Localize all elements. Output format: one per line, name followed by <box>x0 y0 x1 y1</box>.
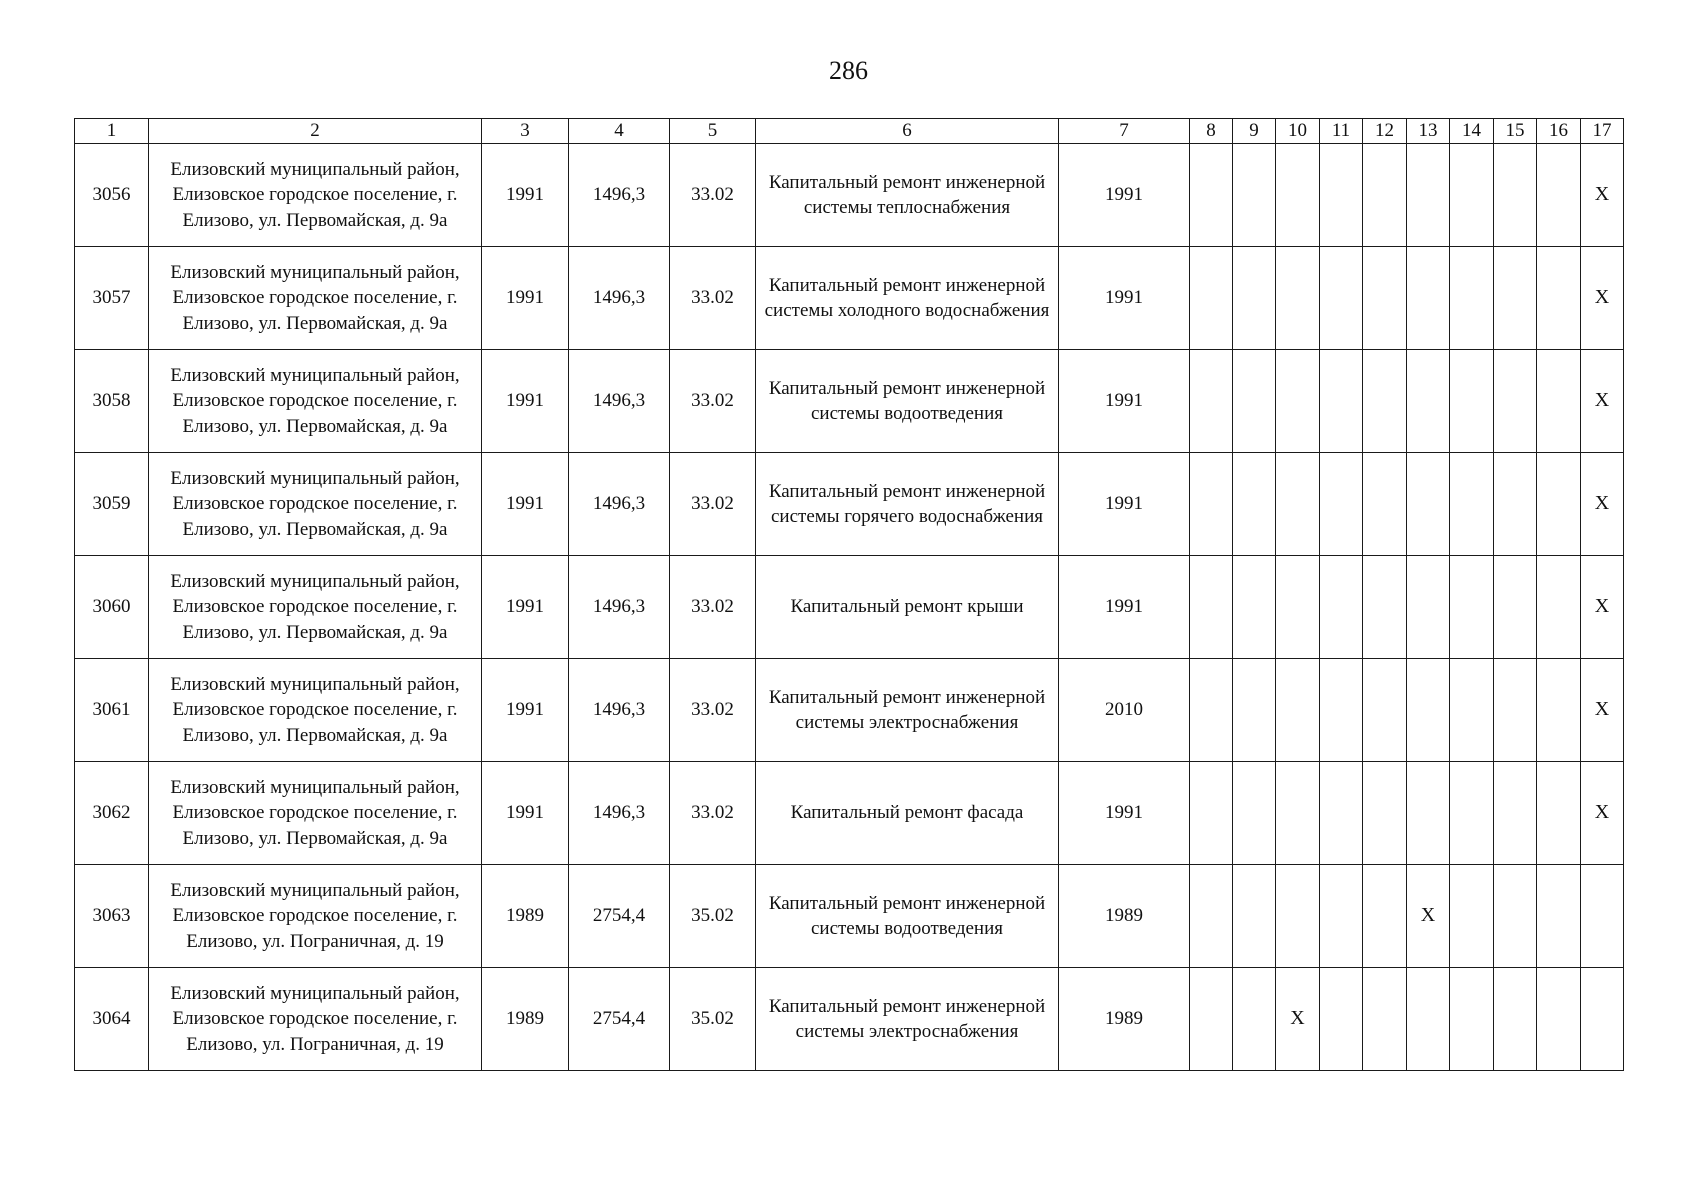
column-header-13: 13 <box>1407 119 1450 144</box>
code-cell <box>670 556 756 659</box>
year-last-repair-cell-text: 1991 <box>1105 802 1143 824</box>
mark-cell-col-9 <box>1233 350 1276 453</box>
code-cell-text: 33.02 <box>691 596 734 618</box>
row-number-cell <box>75 453 149 556</box>
area-cell-text: 2754,4 <box>592 1008 646 1030</box>
mark-cell-col-14 <box>1450 762 1494 865</box>
column-header-5: 5 <box>670 119 756 144</box>
mark-cell-col-13 <box>1407 453 1450 556</box>
column-header-2: 2 <box>149 119 482 144</box>
area-cell-text: 1496,3 <box>592 699 646 721</box>
row-number-cell <box>75 247 149 350</box>
mark-cell-col-15 <box>1494 247 1537 350</box>
year-built-cell-text: 1991 <box>506 493 544 515</box>
area-cell-text: 1496,3 <box>592 184 646 206</box>
mark-cell-col-14 <box>1450 968 1494 1071</box>
area-cell <box>569 247 670 350</box>
mark-cell-col-8 <box>1190 659 1233 762</box>
mark-cell-col-14 <box>1450 659 1494 762</box>
row-number-cell <box>75 144 149 247</box>
mark-cell-col-11 <box>1320 247 1363 350</box>
column-header-8: 8 <box>1190 119 1233 144</box>
mark-cell-col-11 <box>1320 453 1363 556</box>
row-number-cell-text: 3059 <box>92 493 131 515</box>
mark-cell-col-10 <box>1276 453 1320 556</box>
area-cell <box>569 659 670 762</box>
page-number: 286 <box>829 56 868 85</box>
area-cell-text: 1496,3 <box>592 493 646 515</box>
year-built-cell-text: 1991 <box>506 802 544 824</box>
mark-cell-col-16 <box>1537 968 1581 1071</box>
table-row <box>75 968 1624 1071</box>
row-number-cell <box>75 556 149 659</box>
year-last-repair-cell-text: 1989 <box>1105 1008 1143 1030</box>
mark-cell-col-10 <box>1276 144 1320 247</box>
year-built-cell <box>482 556 569 659</box>
address-cell <box>149 350 482 453</box>
mark-cell-col-14 <box>1450 247 1494 350</box>
work-type-cell-text: Капитальный ремонт крыши <box>790 596 1024 618</box>
area-cell-text: 1496,3 <box>592 390 646 412</box>
mark-cell-col-16 <box>1537 453 1581 556</box>
code-cell <box>670 968 756 1071</box>
code-cell <box>670 350 756 453</box>
mark-cell-col-15 <box>1494 865 1537 968</box>
table-body <box>75 144 1624 1071</box>
mark-cell-col-17: X <box>1581 453 1624 556</box>
area-cell <box>569 350 670 453</box>
mark-cell-col-16 <box>1537 247 1581 350</box>
work-type-cell-text: Капитальный ремонт инженерной системы электроснабжения <box>768 995 1046 1042</box>
year-last-repair-cell <box>1059 865 1190 968</box>
year-last-repair-cell-text: 1991 <box>1105 287 1143 309</box>
address-cell-text: Елизовский муниципальный район, Елизовское городское поселение, г. Елизово, ул. Первомайская, д. 9а <box>170 776 460 849</box>
mark-cell-col-11 <box>1320 350 1363 453</box>
work-type-cell-text: Капитальный ремонт инженерной системы водоотведения <box>768 892 1046 939</box>
year-last-repair-cell-text: 1991 <box>1105 184 1143 206</box>
column-header-9: 9 <box>1233 119 1276 144</box>
mark-cell-col-8 <box>1190 350 1233 453</box>
register-table <box>74 118 1624 1071</box>
mark-cell-col-10 <box>1276 762 1320 865</box>
mark-cell-col-12 <box>1363 144 1407 247</box>
year-last-repair-cell <box>1059 247 1190 350</box>
year-built-cell-text: 1991 <box>506 390 544 412</box>
mark-cell-col-11 <box>1320 144 1363 247</box>
mark-cell-col-17: X <box>1581 659 1624 762</box>
mark-cell-col-14 <box>1450 453 1494 556</box>
year-built-cell-text: 1991 <box>506 699 544 721</box>
area-cell <box>569 865 670 968</box>
row-number-cell-text: 3062 <box>92 802 131 824</box>
address-cell-text: Елизовский муниципальный район, Елизовское городское поселение, г. Елизово, ул. Первомайская, д. 9а <box>170 364 460 437</box>
row-number-cell <box>75 968 149 1071</box>
mark-cell-col-15 <box>1494 350 1537 453</box>
address-cell <box>149 659 482 762</box>
mark-cell-col-10 <box>1276 865 1320 968</box>
address-cell <box>149 762 482 865</box>
address-cell-text: Елизовский муниципальный район, Елизовское городское поселение, г. Елизово, ул. Первомайская, д. 9а <box>170 158 460 231</box>
code-cell <box>670 247 756 350</box>
work-type-cell-text: Капитальный ремонт фасада <box>790 802 1024 824</box>
mark-cell-col-8 <box>1190 247 1233 350</box>
work-type-cell <box>756 865 1059 968</box>
mark-cell-col-12 <box>1363 865 1407 968</box>
mark-cell-col-11 <box>1320 865 1363 968</box>
table-row <box>75 762 1624 865</box>
work-type-cell <box>756 659 1059 762</box>
area-cell-text: 1496,3 <box>592 802 646 824</box>
code-cell <box>670 659 756 762</box>
column-header-14: 14 <box>1450 119 1494 144</box>
year-last-repair-cell-text: 1991 <box>1105 493 1143 515</box>
row-number-cell-text: 3056 <box>92 184 131 206</box>
address-cell <box>149 144 482 247</box>
column-header-6: 6 <box>756 119 1059 144</box>
row-number-cell-text: 3064 <box>92 1008 131 1030</box>
mark-cell-col-14 <box>1450 350 1494 453</box>
year-last-repair-cell <box>1059 556 1190 659</box>
mark-cell-col-14 <box>1450 865 1494 968</box>
column-header-10: 10 <box>1276 119 1320 144</box>
mark-cell-col-12 <box>1363 247 1407 350</box>
mark-cell-col-8 <box>1190 556 1233 659</box>
row-number-cell <box>75 762 149 865</box>
year-built-cell <box>482 659 569 762</box>
mark-cell-col-17 <box>1581 865 1624 968</box>
row-number-cell <box>75 659 149 762</box>
code-cell-text: 33.02 <box>691 184 734 206</box>
year-built-cell <box>482 865 569 968</box>
header-row <box>75 119 1624 144</box>
work-type-cell <box>756 350 1059 453</box>
mark-cell-col-10 <box>1276 247 1320 350</box>
address-cell <box>149 247 482 350</box>
table-row <box>75 556 1624 659</box>
code-cell-text: 33.02 <box>691 493 734 515</box>
column-header-4: 4 <box>569 119 670 144</box>
code-cell-text: 33.02 <box>691 802 734 824</box>
code-cell-text: 35.02 <box>691 905 734 927</box>
mark-cell-col-15 <box>1494 659 1537 762</box>
year-built-cell-text: 1989 <box>506 1008 544 1030</box>
table-header <box>75 119 1624 144</box>
mark-cell-col-14 <box>1450 144 1494 247</box>
year-built-cell-text: 1989 <box>506 905 544 927</box>
mark-cell-col-13 <box>1407 144 1450 247</box>
address-cell-text: Елизовский муниципальный район, Елизовское городское поселение, г. Елизово, ул. Первомайская, д. 9а <box>170 467 460 540</box>
year-built-cell-text: 1991 <box>506 287 544 309</box>
column-header-12: 12 <box>1363 119 1407 144</box>
mark-cell-col-13 <box>1407 350 1450 453</box>
mark-cell-col-11 <box>1320 659 1363 762</box>
mark-cell-col-10: X <box>1276 968 1320 1071</box>
work-type-cell <box>756 453 1059 556</box>
mark-cell-col-12 <box>1363 350 1407 453</box>
year-last-repair-cell <box>1059 350 1190 453</box>
mark-cell-col-15 <box>1494 556 1537 659</box>
mark-cell-col-15 <box>1494 968 1537 1071</box>
mark-cell-col-11 <box>1320 762 1363 865</box>
mark-cell-col-12 <box>1363 968 1407 1071</box>
mark-cell-col-11 <box>1320 556 1363 659</box>
row-number-cell-text: 3060 <box>92 596 131 618</box>
table-row <box>75 144 1624 247</box>
area-cell <box>569 762 670 865</box>
address-cell-text: Елизовский муниципальный район, Елизовское городское поселение, г. Елизово, ул. Пограничная, д. 19 <box>170 879 460 952</box>
address-cell <box>149 453 482 556</box>
mark-cell-col-17 <box>1581 968 1624 1071</box>
work-type-cell-text: Капитальный ремонт инженерной системы электроснабжения <box>768 686 1046 733</box>
table-row <box>75 453 1624 556</box>
mark-cell-col-12 <box>1363 762 1407 865</box>
work-type-cell-text: Капитальный ремонт инженерной системы теплоснабжения <box>768 171 1046 218</box>
code-cell <box>670 762 756 865</box>
code-cell-text: 33.02 <box>691 699 734 721</box>
year-last-repair-cell-text: 1989 <box>1105 905 1143 927</box>
area-cell-text: 1496,3 <box>592 287 646 309</box>
mark-cell-col-13 <box>1407 247 1450 350</box>
column-header-7: 7 <box>1059 119 1190 144</box>
row-number-cell-text: 3061 <box>92 699 131 721</box>
mark-cell-col-15 <box>1494 762 1537 865</box>
mark-cell-col-10 <box>1276 556 1320 659</box>
mark-cell-col-13 <box>1407 659 1450 762</box>
mark-cell-col-9 <box>1233 968 1276 1071</box>
mark-cell-col-9 <box>1233 247 1276 350</box>
table-row <box>75 247 1624 350</box>
work-type-cell <box>756 144 1059 247</box>
mark-cell-col-16 <box>1537 865 1581 968</box>
year-built-cell <box>482 350 569 453</box>
area-cell <box>569 144 670 247</box>
year-last-repair-cell-text: 1991 <box>1105 596 1143 618</box>
mark-cell-col-15 <box>1494 144 1537 247</box>
column-header-16: 16 <box>1537 119 1581 144</box>
column-header-1: 1 <box>75 119 149 144</box>
year-built-cell <box>482 247 569 350</box>
area-cell-text: 1496,3 <box>592 596 646 618</box>
year-built-cell-text: 1991 <box>506 596 544 618</box>
address-cell-text: Елизовский муниципальный район, Елизовское городское поселение, г. Елизово, ул. Первомайская, д. 9а <box>170 673 460 746</box>
row-number-cell-text: 3063 <box>92 905 131 927</box>
mark-cell-col-17: X <box>1581 556 1624 659</box>
mark-cell-col-9 <box>1233 556 1276 659</box>
mark-cell-col-9 <box>1233 453 1276 556</box>
address-cell-text: Елизовский муниципальный район, Елизовское городское поселение, г. Елизово, ул. Первомайская, д. 9а <box>170 570 460 643</box>
mark-cell-col-16 <box>1537 350 1581 453</box>
mark-cell-col-13 <box>1407 556 1450 659</box>
mark-cell-col-11 <box>1320 968 1363 1071</box>
mark-cell-col-9 <box>1233 659 1276 762</box>
year-built-cell <box>482 144 569 247</box>
mark-cell-col-17: X <box>1581 247 1624 350</box>
mark-cell-col-8 <box>1190 762 1233 865</box>
mark-cell-col-12 <box>1363 659 1407 762</box>
row-number-cell-text: 3057 <box>92 287 131 309</box>
mark-cell-col-16 <box>1537 659 1581 762</box>
work-type-cell-text: Капитальный ремонт инженерной системы водоотведения <box>768 377 1046 424</box>
year-built-cell <box>482 453 569 556</box>
work-type-cell <box>756 247 1059 350</box>
mark-cell-col-13 <box>1407 968 1450 1071</box>
column-header-3: 3 <box>482 119 569 144</box>
mark-cell-col-12 <box>1363 556 1407 659</box>
mark-cell-col-16 <box>1537 556 1581 659</box>
year-last-repair-cell <box>1059 968 1190 1071</box>
mark-cell-col-9 <box>1233 144 1276 247</box>
year-built-cell-text: 1991 <box>506 184 544 206</box>
mark-cell-col-15 <box>1494 453 1537 556</box>
address-cell <box>149 968 482 1071</box>
code-cell <box>670 453 756 556</box>
mark-cell-col-8 <box>1190 865 1233 968</box>
mark-cell-col-17: X <box>1581 762 1624 865</box>
code-cell-text: 35.02 <box>691 1008 734 1030</box>
area-cell <box>569 556 670 659</box>
year-last-repair-cell <box>1059 659 1190 762</box>
mark-cell-col-10 <box>1276 659 1320 762</box>
mark-cell-col-16 <box>1537 762 1581 865</box>
table-row <box>75 659 1624 762</box>
row-number-cell-text: 3058 <box>92 390 131 412</box>
address-cell-text: Елизовский муниципальный район, Елизовское городское поселение, г. Елизово, ул. Пограничная, д. 19 <box>170 982 460 1055</box>
row-number-cell <box>75 350 149 453</box>
mark-cell-col-12 <box>1363 453 1407 556</box>
mark-cell-col-9 <box>1233 762 1276 865</box>
code-cell-text: 33.02 <box>691 390 734 412</box>
mark-cell-col-13 <box>1407 762 1450 865</box>
address-cell <box>149 865 482 968</box>
address-cell-text: Елизовский муниципальный район, Елизовское городское поселение, г. Елизово, ул. Первомайская, д. 9а <box>170 261 460 334</box>
area-cell <box>569 968 670 1071</box>
year-last-repair-cell <box>1059 762 1190 865</box>
table-row <box>75 865 1624 968</box>
mark-cell-col-16 <box>1537 144 1581 247</box>
year-built-cell <box>482 968 569 1071</box>
code-cell <box>670 144 756 247</box>
area-cell-text: 2754,4 <box>592 905 646 927</box>
mark-cell-col-17: X <box>1581 144 1624 247</box>
work-type-cell-text: Капитальный ремонт инженерной системы горячего водоснабжения <box>768 480 1046 527</box>
year-last-repair-cell <box>1059 453 1190 556</box>
work-type-cell <box>756 762 1059 865</box>
mark-cell-col-17: X <box>1581 350 1624 453</box>
mark-cell-col-8 <box>1190 968 1233 1071</box>
work-type-cell-text: Капитальный ремонт инженерной системы холодного водоснабжения <box>764 274 1050 321</box>
column-header-17: 17 <box>1581 119 1624 144</box>
column-header-15: 15 <box>1494 119 1537 144</box>
mark-cell-col-8 <box>1190 453 1233 556</box>
column-header-11: 11 <box>1320 119 1363 144</box>
code-cell-text: 33.02 <box>691 287 734 309</box>
work-type-cell <box>756 556 1059 659</box>
year-last-repair-cell-text: 1991 <box>1105 390 1143 412</box>
row-number-cell <box>75 865 149 968</box>
year-last-repair-cell-text: 2010 <box>1105 699 1143 721</box>
mark-cell-col-13: X <box>1407 865 1450 968</box>
year-last-repair-cell <box>1059 144 1190 247</box>
area-cell <box>569 453 670 556</box>
table-row <box>75 350 1624 453</box>
mark-cell-col-9 <box>1233 865 1276 968</box>
mark-cell-col-10 <box>1276 350 1320 453</box>
mark-cell-col-8 <box>1190 144 1233 247</box>
code-cell <box>670 865 756 968</box>
year-built-cell <box>482 762 569 865</box>
address-cell <box>149 556 482 659</box>
mark-cell-col-14 <box>1450 556 1494 659</box>
work-type-cell <box>756 968 1059 1071</box>
